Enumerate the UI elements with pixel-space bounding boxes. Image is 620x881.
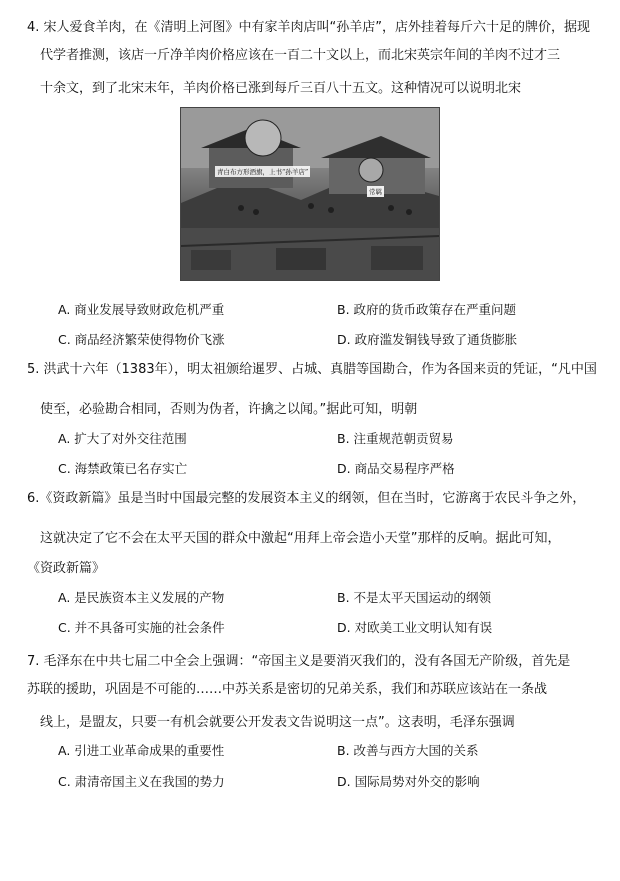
q6-stem-line-3: 《资政新篇》 [27,561,106,576]
q4-option-a[interactable]: A. 商业发展导致财政危机严重 [58,302,225,317]
q4-option-b[interactable]: B. 政府的货币政策存在严重问题 [337,302,517,317]
q7-stem-line-3: 线上，是盟友，只要一有机会就要公开发表文告说明这一点”。这表明，毛泽东强调 [40,715,515,730]
q6-stem-line-2: 这就决定了它不会在太平天国的群众中激起“用拜上帝会造小天堂”那样的反响。据此可知， [40,531,561,546]
painting-illustration [181,108,439,280]
q5-stem-line-1: 5. 洪武十六年（1383年），明太祖颁给暹罗、占城、真腊等国勘合，作为各国来贡的凭证，“凡中国 [27,362,597,377]
figure-caption-sun-yang-shop: 青白布方形酒旗，上书“孙羊店” [217,168,309,176]
q4-option-d[interactable]: D. 政府滥发铜钱导致了通货膨胀 [337,332,518,347]
q4-stem-line-1: 4. 宋人爱食羊肉，在《清明上河图》中有家羊肉店叫“孙羊店”，店外挂着每斤六十足的牌价，据现 [27,20,591,35]
q6-stem-line-1: 6.《资政新篇》虽是当时中国最完整的发展资本主义的纲领，但在当时，它游离于农民斗争之外， [27,491,586,506]
q7-stem-line-2: 苏联的援助，巩固是不可能的……中苏关系是密切的兄弟关系，我们和苏联应该站在一条战 [27,682,548,697]
q5-option-d[interactable]: D. 商品交易程序严格 [337,461,455,476]
q7-option-c[interactable]: C. 肃清帝国主义在我国的势力 [58,774,225,789]
q7-option-a[interactable]: A. 引进工业革命成果的重要性 [58,743,225,758]
q6-option-c[interactable]: C. 并不具备可实施的社会条件 [58,620,225,635]
figure-caption-small: 常羁 [369,188,382,196]
q5-option-c[interactable]: C. 海禁政策已名存实亡 [58,461,188,476]
q5-option-a[interactable]: A. 扩大了对外交往范围 [58,431,187,446]
q6-option-b[interactable]: B. 不是太平天国运动的纲领 [337,590,492,605]
qingming-painting-figure [180,107,440,281]
q4-stem-line-2: 代学者推测，该店一斤净羊肉价格应该在一百二十文以上，而北宋英宗年间的羊肉不过才三 [40,48,561,63]
q6-option-d[interactable]: D. 对欧美工业文明认知有误 [337,620,493,635]
q7-option-b[interactable]: B. 改善与西方大国的关系 [337,743,479,758]
q5-stem-line-2: 使至，必验勘合相同，否则为伪者，许擒之以闻。”据此可知，明朝 [40,402,418,417]
q5-option-b[interactable]: B. 注重规范朝贡贸易 [337,431,454,446]
q7-option-d[interactable]: D. 国际局势对外交的影响 [337,774,480,789]
q7-stem-line-1: 7. 毛泽东在中共七届二中全会上强调：“帝国主义是要消灭我们的，没有各国无产阶级，首先是 [27,654,571,669]
q4-option-c[interactable]: C. 商品经济繁荣使得物价飞涨 [58,332,225,347]
q6-option-a[interactable]: A. 是民族资本主义发展的产物 [58,590,225,605]
q4-stem-line-3: 十余文，到了北宋末年，羊肉价格已涨到每斤三百八十五文。这种情况可以说明北宋 [40,81,522,96]
